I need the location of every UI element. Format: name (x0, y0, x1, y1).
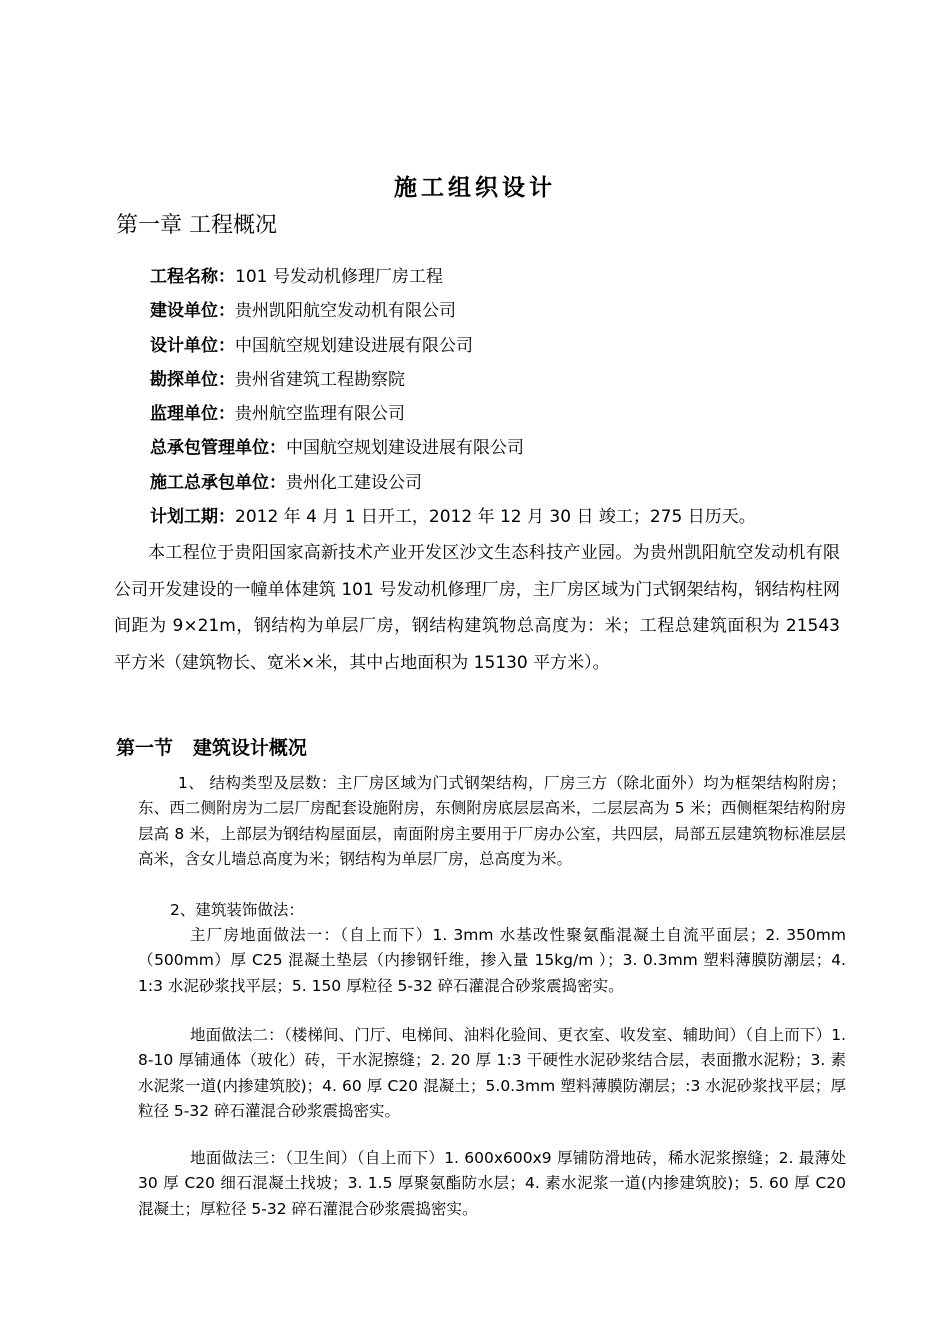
project-info-row (150, 431, 756, 465)
info-label: 总承包管理单位： (150, 438, 286, 459)
floor-method-2-paragraph: 地面做法二：（楼梯间、门厅、电梯间、油料化验间、更衣室、收发室、辅助间）（自上而下）1. 8-10 厚铺通体（玻化）砖，干水泥擦缝；2. 20 厚 1:3 干硬性水泥砂浆结合层，表面撒水泥粉；3. 素水泥浆一道(内掺建筑胶)；4. 60 厚 C20 混凝土；5.0.3mm 塑料薄膜防潮层；:3 水泥砂浆找平层；厚粒径 5-32 碎石灌混合砂浆震捣密实。 (138, 1026, 846, 1121)
project-info-row (150, 294, 756, 328)
info-value: 101 号发动机修理厂房工程 (235, 267, 443, 287)
info-value: 中国航空规划建设进展有限公司 (235, 335, 473, 356)
info-value: 中国航空规划建设进展有限公司 (286, 438, 524, 459)
info-label: 建设单位： (150, 301, 235, 322)
project-overview-paragraph: 本工程位于贵阳国家高新技术产业开发区沙文生态科技产业园。为贵州凯阳航空发动机有限公司开发建设的一幢单体建筑 101 号发动机修理厂房，主厂房区域为门式钢架结构，钢结构柱网间距为 9×21m，钢结构为单层厂房，钢结构建筑物总高度为：米；工程总建筑面积为 21543 平方米（建筑物长、宽米×米，其中占地面积为 15130 平方米）。 (114, 543, 840, 673)
info-label: 勘探单位： (150, 369, 235, 390)
info-label: 工程名称： (150, 267, 235, 287)
decoration-heading: 2、建筑装饰做法： (170, 901, 304, 919)
project-info-row (150, 329, 756, 363)
info-value: 贵州省建筑工程勘察院 (235, 369, 405, 390)
section-title: 第一节 建筑设计概况 (116, 737, 307, 759)
info-label: 施工总承包单位： (150, 472, 286, 493)
project-info-row (150, 500, 756, 534)
project-info-row (150, 363, 756, 397)
document-title: 施工组织设计 (394, 175, 556, 201)
info-value: 2012 年 4 月 1 日开工，2012 年 12 月 30 日 竣工；275 日历天。 (235, 507, 756, 528)
info-value: 贵州凯阳航空发动机有限公司 (235, 301, 456, 322)
floor-method-1-paragraph: 主厂房地面做法一：（自上而下）1. 3mm 水基改性聚氨酯混凝土自流平面层；2. 350mm（500mm）厚 C25 混凝土垫层（内掺钢钎维，掺入量 15kg/m ）；3. 0.3mm 塑料薄膜防潮层；4. 1:3 水泥砂浆找平层；5. 150 厚粒径 5-32 碎石灌混合砂浆震捣密实。 (138, 926, 846, 995)
project-info-row (150, 466, 756, 500)
project-info-row (150, 397, 756, 431)
chapter-title: 第一章 工程概况 (116, 213, 277, 238)
info-value: 贵州航空监理有限公司 (235, 404, 405, 425)
project-info-list (150, 260, 756, 534)
info-label: 计划工期： (150, 507, 235, 528)
structure-paragraph: 1、 结构类型及层数：主厂房区域为门式钢架结构，厂房三方（除北面外）均为框架结构附房；东、西二侧附房为二层厂房配套设施附房，东侧附房底层层高米，二层层高为 5 米；西侧框架结构附房层高 8 米，上部层为钢结构屋面层，南面附房主要用于厂房办公室，共四层，局部五层建筑物标准层层高米，含女儿墙总高度为米；钢结构为单层厂房，总高度为米。 (138, 774, 846, 869)
info-label: 设计单位： (150, 335, 235, 356)
floor-method-3-paragraph: 地面做法三：（卫生间）（自上而下）1. 600x600x9 厚铺防滑地砖，稀水泥浆擦缝；2. 最薄处 30 厚 C20 细石混凝土找坡；3. 1.5 厚聚氨酯防水层；4. 素水泥浆一道(内掺建筑胶)；5. 60 厚 C20 混凝土；厚粒径 5-32 碎石灌混合砂浆震捣密实。 (138, 1149, 846, 1218)
info-label: 监理单位： (150, 404, 235, 425)
project-info-row (150, 260, 756, 294)
info-value: 贵州化工建设公司 (286, 472, 422, 493)
